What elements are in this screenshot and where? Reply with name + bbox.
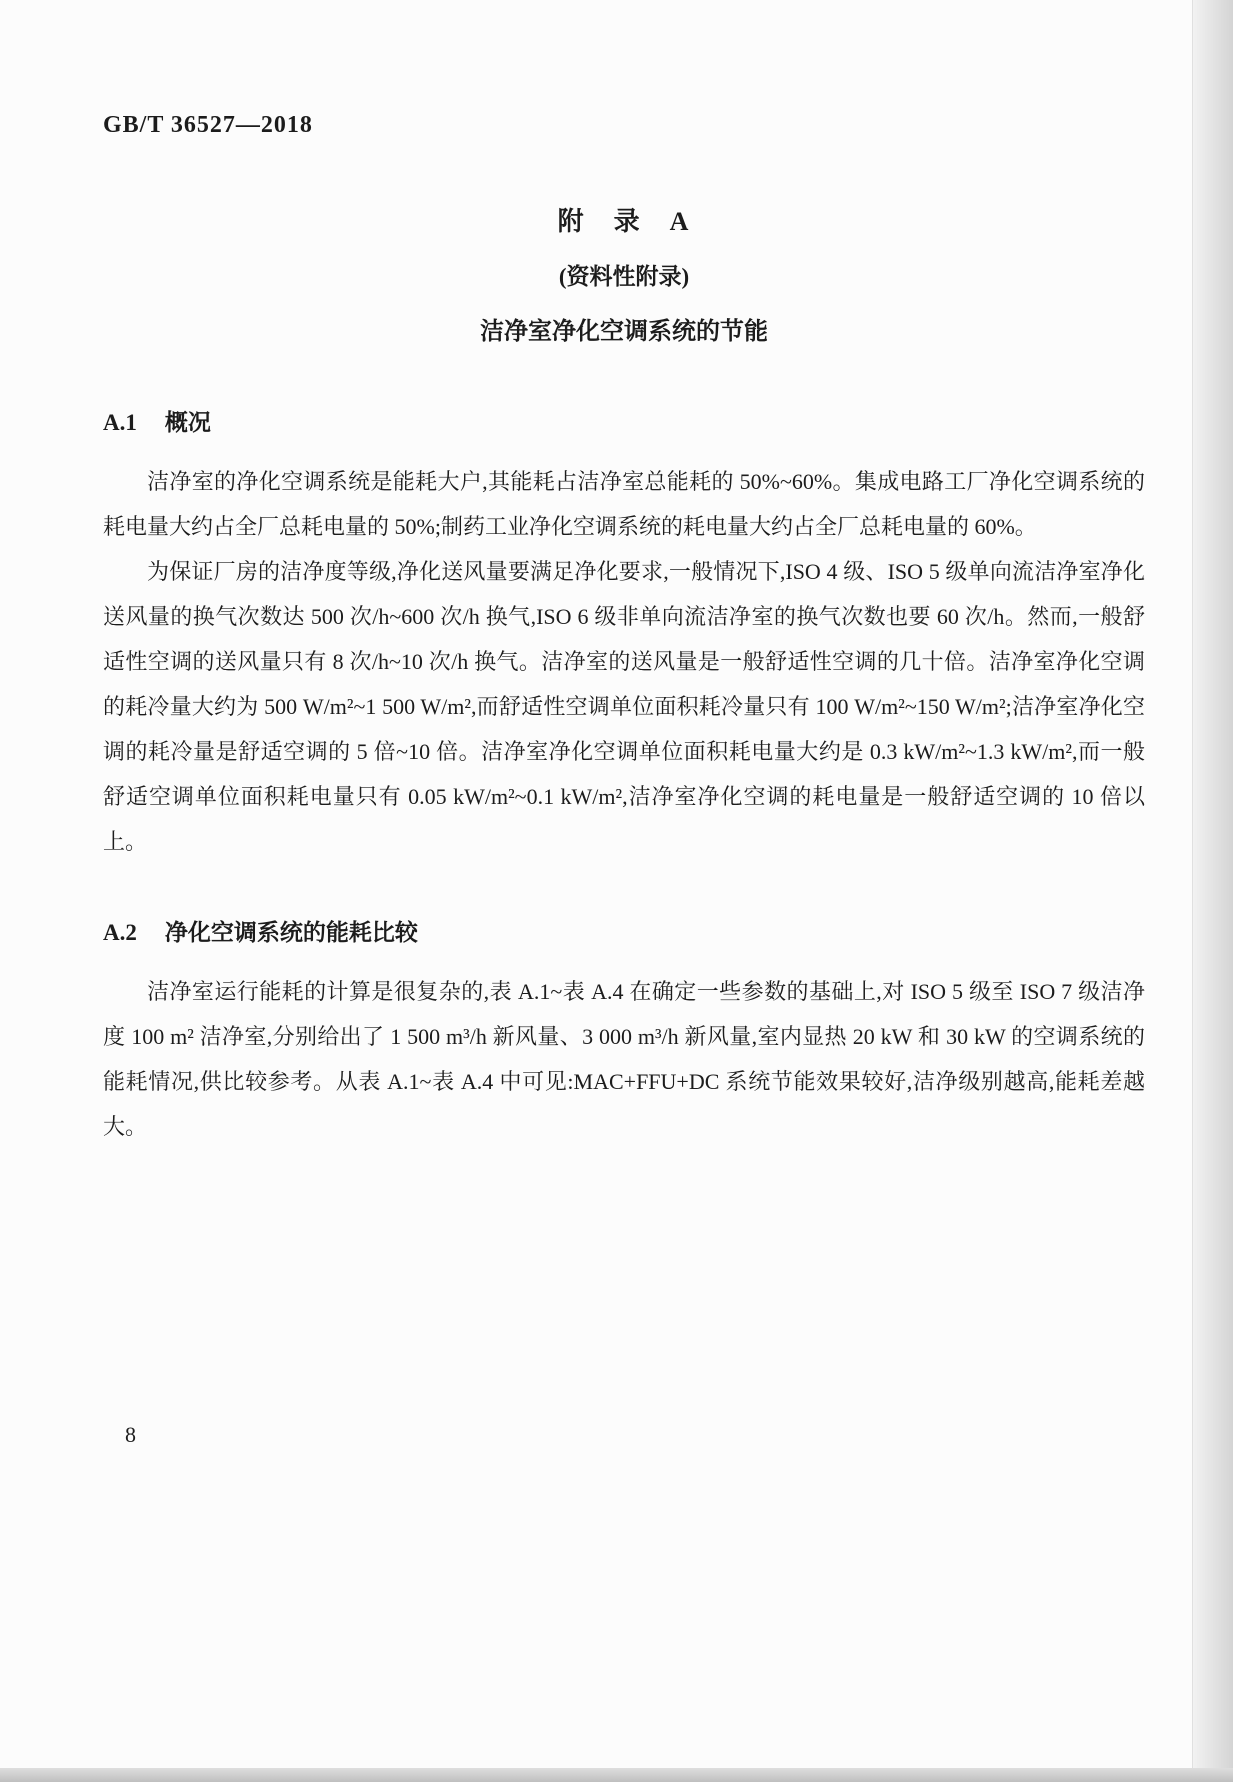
paragraph: 洁净室运行能耗的计算是很复杂的,表 A.1~表 A.4 在确定一些参数的基础上,对 ISO 5 级至 ISO 7 级洁净度 100 m² 洁净室,分别给出了 1 500 m³/h 新风量、3 000 m³/h 新风量,室内显热 20 kW 和 30 kW 的空调系统的能耗情况,供比较参考。从表 A.1~表 A.4 中可见:MAC+FFU+DC 系统节能效果较好,洁净级别越高,能耗差越大。	[103, 979, 1145, 1139]
appendix-subtitle: (资料性附录)	[558, 264, 690, 289]
section-a2-heading	[103, 914, 1145, 947]
standard-number: GB/T 36527—2018	[103, 112, 313, 138]
page-number: 8	[125, 1422, 136, 1447]
scan-edge-bottom	[0, 1768, 1233, 1782]
section-a1-body	[103, 459, 1145, 864]
section-a2-heading-text: 净化空调系统的能耗比较	[164, 920, 418, 945]
section-a1	[103, 404, 1145, 864]
section-a2	[103, 914, 1145, 1149]
page-content	[103, 112, 1145, 1149]
section-a1-heading-number: A.1	[103, 410, 137, 435]
section-a2-heading-number: A.2	[103, 920, 137, 945]
section-a1-heading	[103, 404, 1145, 437]
appendix-title: 附 录 A	[557, 207, 691, 236]
scan-edge-right	[1192, 0, 1233, 1782]
appendix-topic-title: 洁净室净化空调系统的节能	[480, 319, 768, 345]
paragraph: 为保证厂房的洁净度等级,净化送风量要满足净化要求,一般情况下,ISO 4 级、ISO 5 级单向流洁净室净化送风量的换气次数达 500 次/h~600 次/h 换气,ISO 6 级非单向流洁净室的换气次数也要 60 次/h。然而,一般舒适性空调的送风量只有 8 次/h~10 次/h 换气。洁净室的送风量是一般舒适性空调的几十倍。洁净室净化空调的耗冷量大约为 500 W/m²~1 500 W/m²,而舒适性空调单位面积耗冷量只有 100 W/m²~150 W/m²;洁净室净化空调的耗冷量是舒适空调的 5 倍~10 倍。洁净室净化空调单位面积耗电量大约是 0.3 kW/m²~1.3 kW/m²,而一般舒适空调单位面积耗电量只有 0.05 kW/m²~0.1 kW/m²,洁净室净化空调的耗电量是一般舒适空调的 10 倍以上。	[103, 559, 1145, 854]
section-a2-body	[103, 969, 1145, 1149]
paragraph: 洁净室的净化空调系统是能耗大户,其能耗占洁净室总能耗的 50%~60%。集成电路工厂净化空调系统的耗电量大约占全厂总耗电量的 50%;制药工业净化空调系统的耗电量大约占全厂总耗电量的 60%。	[103, 469, 1145, 539]
section-a1-heading-text: 概况	[164, 410, 211, 435]
appendix-title-block	[103, 201, 1145, 346]
